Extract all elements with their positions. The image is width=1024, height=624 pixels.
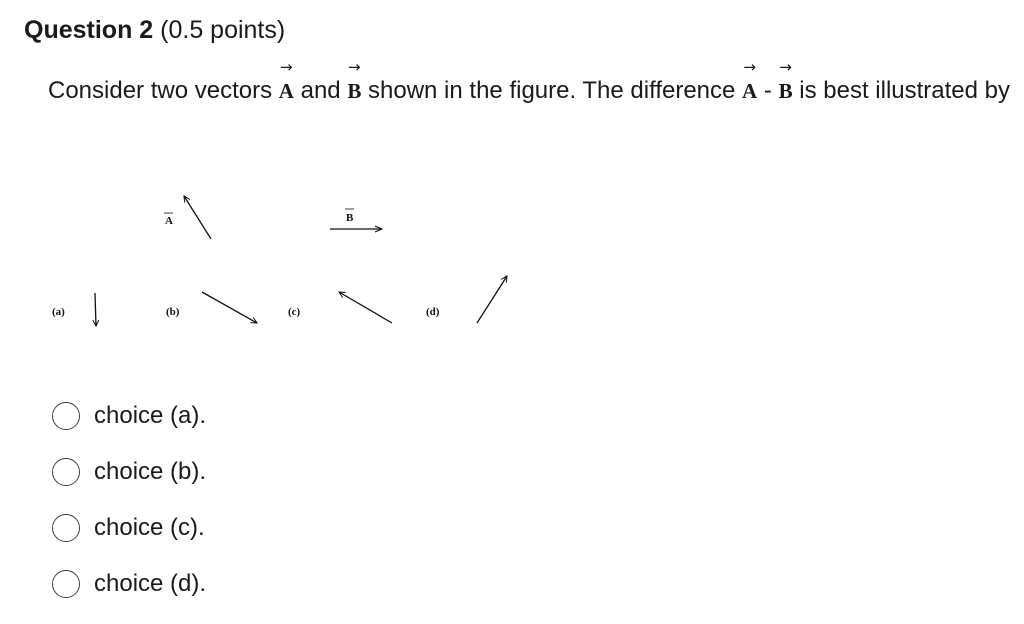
option-c-arrow [339, 292, 392, 323]
vector-arrow-icon: → [779, 58, 792, 76]
choice-c[interactable] [52, 500, 206, 556]
vector-b-figure [330, 209, 382, 229]
vector-b-figure-label: B [346, 212, 354, 224]
radio-button-d[interactable] [52, 570, 80, 598]
option-b-arrow [202, 292, 257, 323]
vector-a-letter: A [742, 79, 758, 103]
choice-a-label[interactable]: choice (a). [94, 402, 207, 429]
option-b-label: (b) [166, 306, 180, 318]
choice-b[interactable] [52, 444, 206, 500]
vector-a-symbol-2 [742, 58, 758, 111]
prompt-text-1: Consider two vectors [48, 77, 273, 104]
answer-choices [52, 388, 206, 612]
option-a-arrow [95, 293, 96, 326]
vector-figure [40, 180, 540, 340]
vector-b-symbol-2 [778, 58, 793, 111]
vector-figure-svg [40, 180, 540, 340]
prompt-text-3: shown in the figure. The difference [368, 77, 736, 104]
vector-arrow-icon: → [348, 58, 361, 76]
vector-b-letter: B [347, 79, 362, 103]
question-header [24, 14, 285, 46]
minus-sign: - [763, 77, 772, 104]
choice-a[interactable] [52, 388, 206, 444]
radio-button-c[interactable] [52, 514, 80, 542]
option-d-arrow [477, 276, 507, 323]
prompt-text-2: and [300, 77, 341, 104]
choice-c-label[interactable]: choice (c). [94, 514, 205, 541]
vector-b-symbol [347, 58, 362, 111]
radio-button-a[interactable] [52, 402, 80, 430]
vector-a-symbol [278, 58, 294, 111]
vector-a-letter: A [278, 79, 294, 103]
vector-b-letter: B [778, 79, 793, 103]
question-prompt [48, 58, 1018, 111]
option-c-label: (c) [288, 306, 301, 318]
choice-d[interactable] [52, 556, 206, 612]
option-d-label: (d) [426, 306, 440, 318]
prompt-text-4: is best illustrated by [799, 77, 1011, 104]
vector-a-arrow [184, 196, 211, 239]
vector-a-figure-label: A [165, 215, 173, 227]
choice-b-label[interactable]: choice (b). [94, 458, 207, 485]
choice-d-label[interactable]: choice (d). [94, 570, 207, 597]
option-a-label: (a) [52, 306, 65, 318]
question-title: Question 2 [24, 16, 154, 44]
vector-arrow-icon: → [743, 58, 756, 76]
vector-a-figure [164, 196, 211, 239]
question-points: (0.5 points) [160, 16, 286, 44]
vector-arrow-icon: → [280, 58, 293, 76]
radio-button-b[interactable] [52, 458, 80, 486]
